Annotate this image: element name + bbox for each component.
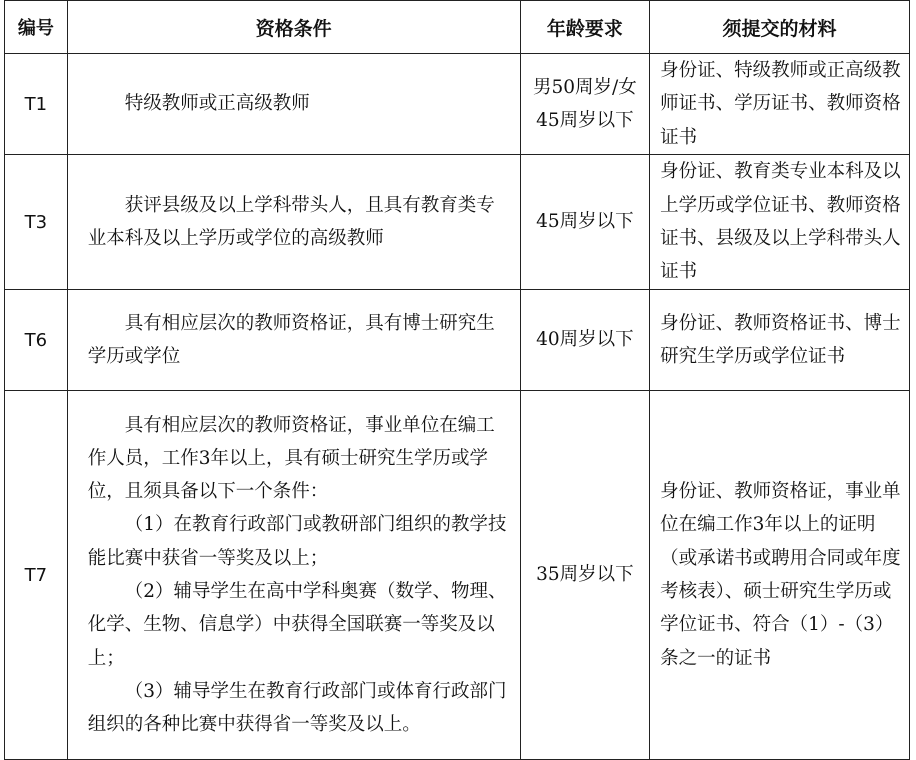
condition-item-3: （3）辅导学生在教育行政部门或体育行政部门组织的各种比赛中获得省一等奖及以上。 [87, 680, 507, 736]
table-row [5, 155, 910, 290]
row-id: T6 [5, 290, 68, 391]
row-id: T7 [5, 391, 68, 760]
row-id: T1 [5, 54, 68, 155]
condition-paragraph: 获评县级及以上学科带头人，且具有教育类专业本科及以上学历或学位的高级教师 [87, 194, 495, 249]
row-id: T3 [5, 155, 68, 290]
header-age: 年龄要求 [520, 1, 649, 54]
row-age: 35周岁以下 [536, 564, 634, 586]
header-materials: 须提交的材料 [650, 1, 910, 54]
table-row [5, 391, 910, 760]
condition-paragraph: 特级教师或正高级教师 [124, 93, 310, 115]
row-conditions [68, 307, 520, 374]
row-materials: 身份证、教育类专业本科及以上学历或学位证书、教师资格证书、县级及以上学科带头人证书 [660, 161, 901, 283]
qualification-table [4, 0, 910, 760]
condition-item-1: （1）在教育行政部门或教研部门组织的教学技能比赛中获省一等奖及以上； [87, 514, 507, 569]
header-conditions: 资格条件 [67, 1, 520, 54]
table-row [5, 54, 910, 155]
condition-paragraph: 具有相应层次的教师资格证，具有博士研究生学历或学位 [87, 312, 495, 367]
row-materials: 身份证、教师资格证书、博士研究生学历或学位证书 [660, 312, 901, 367]
table-row [5, 290, 910, 391]
row-conditions [68, 189, 520, 256]
header-row [5, 1, 910, 54]
row-conditions [68, 409, 520, 742]
condition-paragraph: 具有相应层次的教师资格证，事业单位在编工作人员，工作3年以上，具有硕士研究生学历或学位，且须具备以下一个条件： [87, 414, 495, 503]
row-age: 40周岁以下 [536, 329, 634, 351]
row-age: 45周岁以下 [536, 211, 634, 233]
header-id: 编号 [5, 1, 68, 54]
row-materials: 身份证、教师资格证，事业单位在编工作3年以上的证明（或承诺书或聘用合同或年度考核表）、硕士研究生学历或学位证书、符合（1）-（3）条之一的证书 [660, 481, 901, 669]
row-age: 男50周岁/女45周岁以下 [533, 76, 637, 131]
row-conditions [68, 87, 520, 120]
condition-item-2: （2）辅导学生在高中学科奥赛（数学、物理、化学、生物、信息学）中获得全国联赛一等奖及以上； [87, 581, 507, 669]
row-materials: 身份证、特级教师或正高级教师证书、学历证书、教师资格证书 [660, 60, 901, 148]
